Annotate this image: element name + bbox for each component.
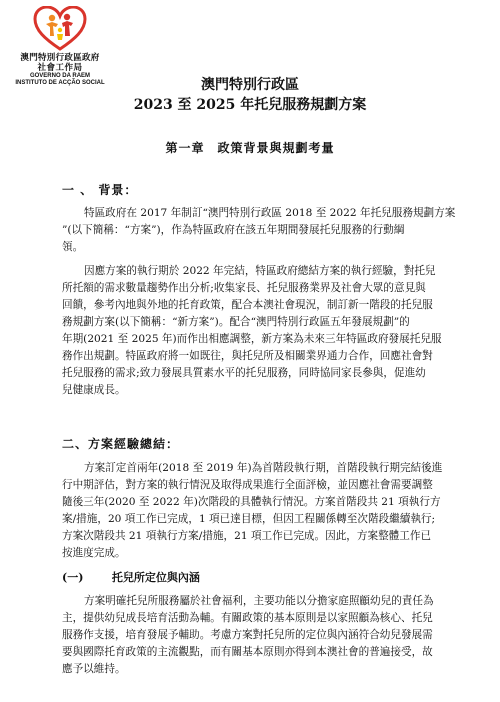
paragraph-line: ”(以下簡稱：“方案”)，作為特區政府在該五年期間發展托兒服務的行動綱 — [62, 224, 405, 236]
paragraph-line: 隨後三年(2020 至 2022 年)次階段的具體執行情況。方案首階段共 21 項執行方 — [62, 496, 441, 508]
paragraph-line: 應予以維持。 — [62, 663, 126, 675]
section-heading-background: 一 、 背景： — [62, 183, 138, 197]
paragraph-line: 務作出規劃。特區政府將一如既往，與托兒所及相關業界通力合作，回應社會對 — [62, 350, 433, 362]
paragraph-line: 年期(2021 至 2025 年)而作出相應調整，新方案為未來三年特區政府發展托兒服 — [62, 333, 442, 345]
heart-family-icon — [33, 6, 87, 52]
paragraph-experience-summary — [62, 460, 454, 562]
paragraph-line: 方案明確托兒所服務屬於社會福利，主要功能以分擔家庭照顧幼兒的責任為 — [84, 595, 434, 607]
paragraph-line: 行中期評估，對方案的執行情況及取得成果進行全面評檢，並因應社會需要調整 — [62, 479, 433, 491]
chapter-heading: 第一章 政策背景與規劃考量 — [165, 141, 335, 155]
paragraph-line: 因應方案的執行期於 2022 年完結，特區政府總結方案的執行經驗，對托兒 — [84, 265, 436, 277]
logo-line-chinese-government: 澳門特別行政區政府 — [20, 53, 100, 63]
paragraph-line: 主，提供幼兒成長培育活動為輔。有關政策的基本原則是以家照顧為核心、托兒 — [62, 612, 433, 624]
subsection-heading-positioning — [62, 569, 200, 585]
paragraph-line: 托兒服務的需求;致力發展具質素水平的托兒服務，同時協同家長參與，促進幼 — [62, 367, 426, 379]
section-heading-experience-summary: 二、方案經驗總結： — [62, 437, 180, 451]
paragraph-line: 回饋，參考內地與外地的托育政策，配合本澳社會現況，制訂新一階段的托兒服 — [62, 299, 433, 311]
subsection-number: (一) — [62, 571, 84, 584]
paragraph-line: 服務作支援，培育發展予輔助。考慮方案對托兒所的定位與內涵符合幼兒發展需 — [62, 629, 433, 641]
paragraph-background-1 — [62, 205, 454, 256]
logo-line-portuguese-government: GOVERNO DA RAEM — [29, 73, 91, 79]
logo-line-chinese-bureau: 社會工作局 — [37, 63, 83, 73]
document-title-line-1: 澳門特別行政區 — [201, 77, 299, 93]
paragraph-line: 按進度完成。 — [62, 547, 126, 559]
paragraph-line: 要與國際托育政策的主流觀點，而有關基本原則亦得到本澳社會的普遍接受，故 — [62, 646, 433, 658]
paragraph-line: 務規劃方案(以下簡稱：“新方案”)。配合“澳門特別行政區五年發展規劃”的 — [62, 316, 410, 328]
document-title-line-2: 2023 至 2025 年托兒服務規劃方案 — [133, 97, 367, 113]
subsection-title: 托兒所定位與內涵 — [111, 571, 200, 584]
paragraph-line: 兒健康成長。 — [62, 384, 126, 396]
paragraph-line: 領。 — [62, 241, 84, 253]
paragraph-line: 案/措施，20 項工作已完成，1 項已達目標，但因工程關係轉至次階段繼續執行; — [62, 513, 436, 525]
paragraph-line: 所托額的需求數量趨勢作出分析;收集家長、托兒服務業界及社會大眾的意見與 — [62, 282, 426, 294]
paragraph-positioning — [62, 593, 454, 678]
paragraph-background-2 — [62, 263, 454, 399]
paragraph-line: 特區政府在 2017 年制訂“澳門特別行政區 2018 至 2022 年托兒服務規劃方案 — [84, 207, 456, 219]
paragraph-line: 方案次階段共 21 項執行方案/措施，21 項工作已完成。因此，方案整體工作已 — [62, 530, 432, 542]
logo-line-portuguese-institute: INSTITUTO DE ACÇÃO SOCIAL — [15, 80, 105, 86]
paragraph-line: 方案訂定首兩年(2018 至 2019 年)為首階段執行期，首階段執行期完結後進 — [84, 462, 443, 474]
